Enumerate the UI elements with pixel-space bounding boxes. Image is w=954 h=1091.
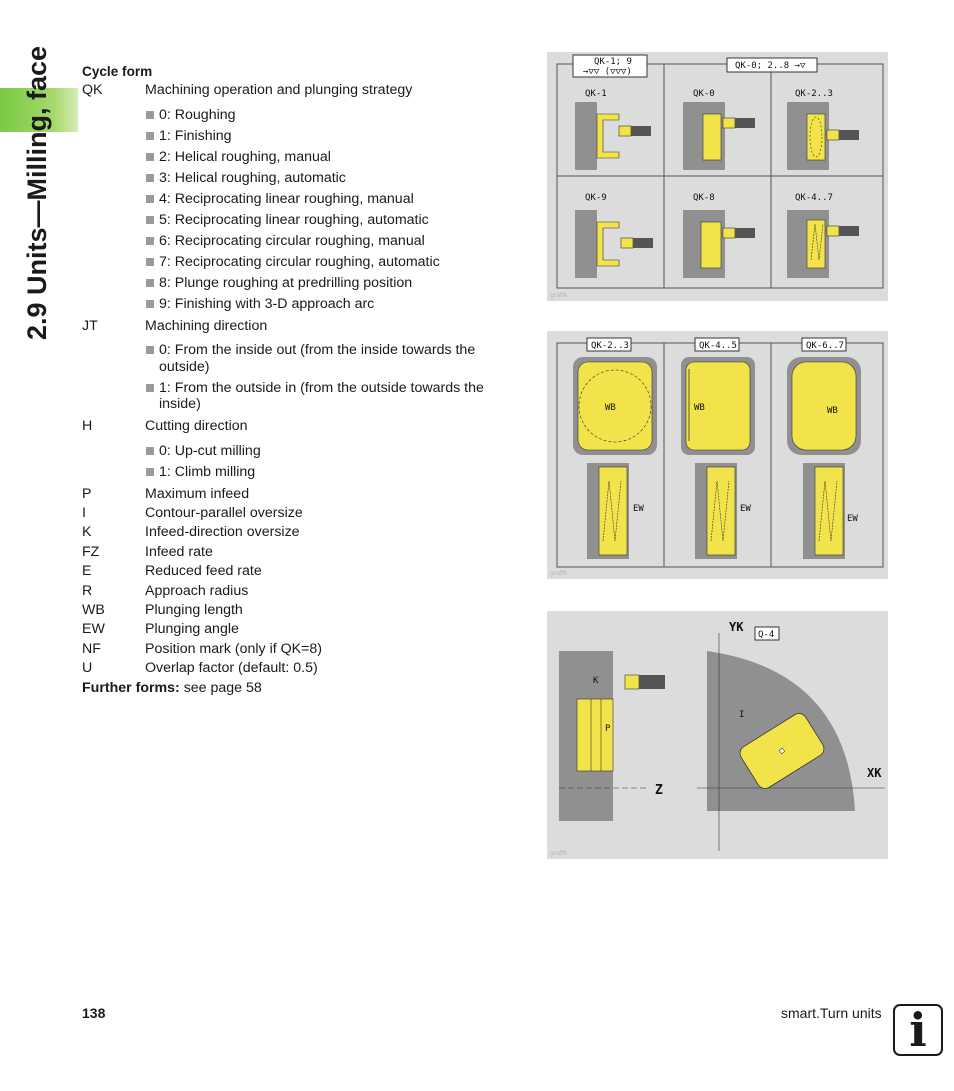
option-item: 7: Reciprocating circular roughing, automatic	[146, 254, 522, 271]
option-item: 1: Climb milling	[146, 464, 522, 481]
fig2-ew-label: EW	[740, 504, 751, 514]
fig1-cell-label: QK-1	[585, 89, 607, 99]
option-item: 8: Plunge roughing at predrilling position	[146, 275, 522, 292]
param-desc: Cutting direction	[145, 418, 248, 435]
param-key: I	[82, 505, 86, 521]
fig2-ew-label: EW	[847, 514, 858, 524]
fig1-cell-label: QK-8	[693, 193, 715, 203]
fig1-header-left-2: →▽▽ (▽▽▽)	[583, 67, 632, 77]
fig2-ew-label: EW	[633, 504, 644, 514]
option-list	[146, 443, 522, 481]
param-row	[82, 582, 522, 601]
footer-title: smart.Turn units	[781, 1005, 882, 1021]
option-item: 0: Up-cut milling	[146, 443, 522, 460]
option-list	[146, 342, 522, 413]
param-row	[82, 640, 522, 659]
param-desc: Plunging angle	[145, 621, 239, 638]
option-item: 4: Reciprocating linear roughing, manual	[146, 191, 522, 208]
param-key: WB	[82, 602, 105, 619]
fig3-xk-label: XK	[867, 766, 882, 780]
param-key: E	[82, 563, 92, 580]
parameter-list	[82, 62, 522, 698]
option-item: 0: Roughing	[146, 107, 522, 124]
option-item: 2: Helical roughing, manual	[146, 149, 522, 166]
param-key: K	[82, 524, 92, 541]
figure-cycle-forms	[547, 52, 888, 301]
param-row	[82, 562, 522, 581]
param-row	[82, 504, 522, 523]
fig2-tab-label: QK-2..3	[591, 341, 629, 351]
fig1-header-left-1: QK-1; 9	[594, 57, 632, 67]
param-desc: Infeed rate	[145, 543, 213, 560]
svg-text:grafik: grafik	[550, 292, 568, 299]
option-item: 6: Reciprocating circular roughing, manual	[146, 233, 522, 250]
fig3-i-label: I	[739, 710, 745, 720]
param-row	[82, 317, 522, 336]
param-key: U	[82, 660, 93, 677]
param-row	[82, 543, 522, 562]
fig1-cell-label: QK-0	[693, 89, 715, 99]
fig2-tab-label: QK-6..7	[806, 341, 844, 351]
page-number: 138	[82, 1005, 106, 1021]
fig2-wb-label: WB	[694, 403, 705, 413]
param-desc: Maximum infeed	[145, 485, 250, 502]
option-item: 1: Finishing	[146, 128, 522, 145]
param-desc: Reduced feed rate	[145, 563, 262, 580]
option-list	[146, 107, 522, 312]
fig3-p-label: P	[605, 724, 611, 734]
fig3-z-label: Z	[655, 783, 663, 798]
param-row	[82, 620, 522, 639]
param-key: NF	[82, 640, 101, 657]
fig3-yk-label: YK	[729, 620, 744, 634]
section-title: 2.9 Units—Milling, face	[22, 45, 52, 340]
svg-text:grafik: grafik	[550, 570, 568, 577]
option-item: 3: Helical roughing, automatic	[146, 170, 522, 187]
param-key: FZ	[82, 543, 100, 560]
svg-text:grafik: grafik	[550, 850, 568, 857]
fig1-cell-label: QK-9	[585, 193, 607, 203]
param-row	[82, 601, 522, 620]
param-row	[82, 659, 522, 678]
param-key: H	[82, 418, 93, 435]
param-row	[82, 523, 522, 542]
param-row	[82, 417, 522, 436]
option-item: 1: From the outside in (from the outside towards the inside)	[146, 380, 522, 413]
param-desc: Overlap factor (default: 0.5)	[145, 660, 318, 677]
param-key: QK	[82, 82, 103, 99]
option-item: 5: Reciprocating linear roughing, automatic	[146, 212, 522, 229]
param-row	[82, 485, 522, 504]
fig1-cell-label: QK-4..7	[795, 193, 833, 203]
fig1-cell-label: QK-2..3	[795, 89, 833, 99]
param-key: P	[82, 485, 92, 502]
param-key: EW	[82, 621, 105, 638]
param-key: JT	[82, 317, 98, 334]
param-row	[82, 81, 522, 100]
fig2-tab-label: QK-4..5	[699, 341, 737, 351]
param-desc: Infeed-direction oversize	[145, 524, 300, 541]
param-desc: Plunging length	[145, 602, 243, 619]
figure-plunging-strategies	[547, 331, 888, 579]
fig1-header-right: QK-0; 2..8 →▽	[735, 61, 806, 71]
param-desc: Approach radius	[145, 582, 249, 599]
fig3-k-label: K	[593, 676, 599, 686]
figure-oversize-geometry	[547, 611, 888, 859]
param-desc: Position mark (only if QK=8)	[145, 640, 323, 657]
param-desc: Contour-parallel oversize	[145, 505, 303, 521]
further-forms: Further forms: see page 58	[82, 679, 262, 696]
fig2-wb-label: WB	[605, 403, 616, 413]
param-key: R	[82, 582, 93, 599]
option-item: 9: Finishing with 3-D approach arc	[146, 296, 522, 313]
info-icon: i	[893, 1004, 943, 1056]
option-item: 0: From the inside out (from the inside towards the outside)	[146, 342, 522, 375]
param-desc: Machining direction	[145, 317, 268, 334]
cycle-form-heading: Cycle form	[82, 64, 153, 79]
fig3-badge: Q-4	[758, 630, 775, 640]
param-desc: Machining operation and plunging strategy	[145, 82, 413, 99]
fig2-wb-label: WB	[827, 406, 838, 416]
